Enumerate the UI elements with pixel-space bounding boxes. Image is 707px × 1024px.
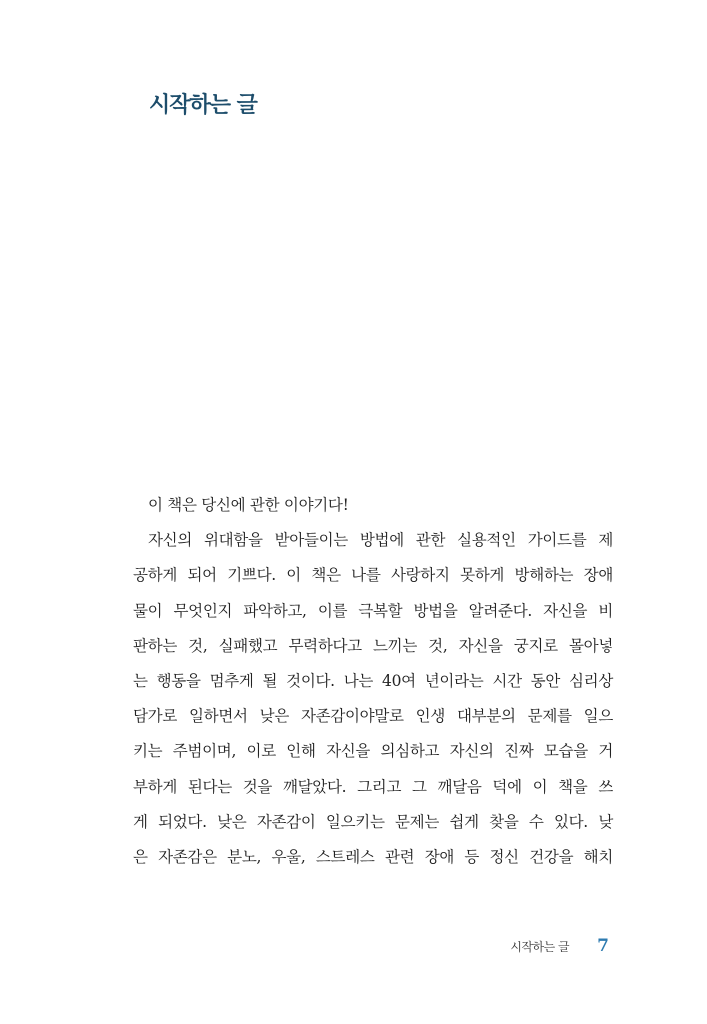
body-line: 판하는 것, 실패했고 무력하다고 느끼는 것, 자신을 궁지로 몰아넣	[133, 636, 613, 655]
body-line: 부하게 된다는 것을 깨달았다. 그리고 그 깨달음 덕에 이 책을 쓰	[133, 777, 613, 796]
body-line: 물이 무엇인지 파악하고, 이를 극복할 방법을 알려준다. 자신을 비	[133, 601, 613, 620]
body-line: 이 책은 당신에 관한 이야기다!	[148, 496, 349, 514]
body-line: 는 행동을 멈추게 될 것이다. 나는 40여 년이라는 시간 동안 심리상	[133, 671, 613, 690]
body-line: 키는 주범이며, 이로 인해 자신을 의심하고 자신의 진짜 모습을 거	[133, 742, 613, 761]
page-footer	[510, 936, 609, 956]
body-line: 은 자존감은 분노, 우울, 스트레스 관련 장애 등 정신 건강을 해치	[133, 847, 613, 866]
body-line: 담가로 일하면서 낮은 자존감이야말로 인생 대부분의 문제를 일으	[133, 707, 613, 726]
chapter-title: 시작하는 글	[149, 93, 257, 118]
running-footer-section: 시작하는 글	[510, 940, 570, 954]
body-line: 게 되었다. 낮은 자존감이 일으키는 문제는 쉽게 찾을 수 있다. 낮	[133, 812, 613, 831]
body-line: 자신의 위대함을 받아들이는 방법에 관한 실용적인 가이드를 제	[148, 531, 613, 550]
body-line: 공하게 되어 기쁘다. 이 책은 나를 사랑하지 못하게 방해하는 장애	[133, 566, 613, 585]
page-number: 7	[597, 936, 609, 956]
body-text	[133, 488, 613, 875]
